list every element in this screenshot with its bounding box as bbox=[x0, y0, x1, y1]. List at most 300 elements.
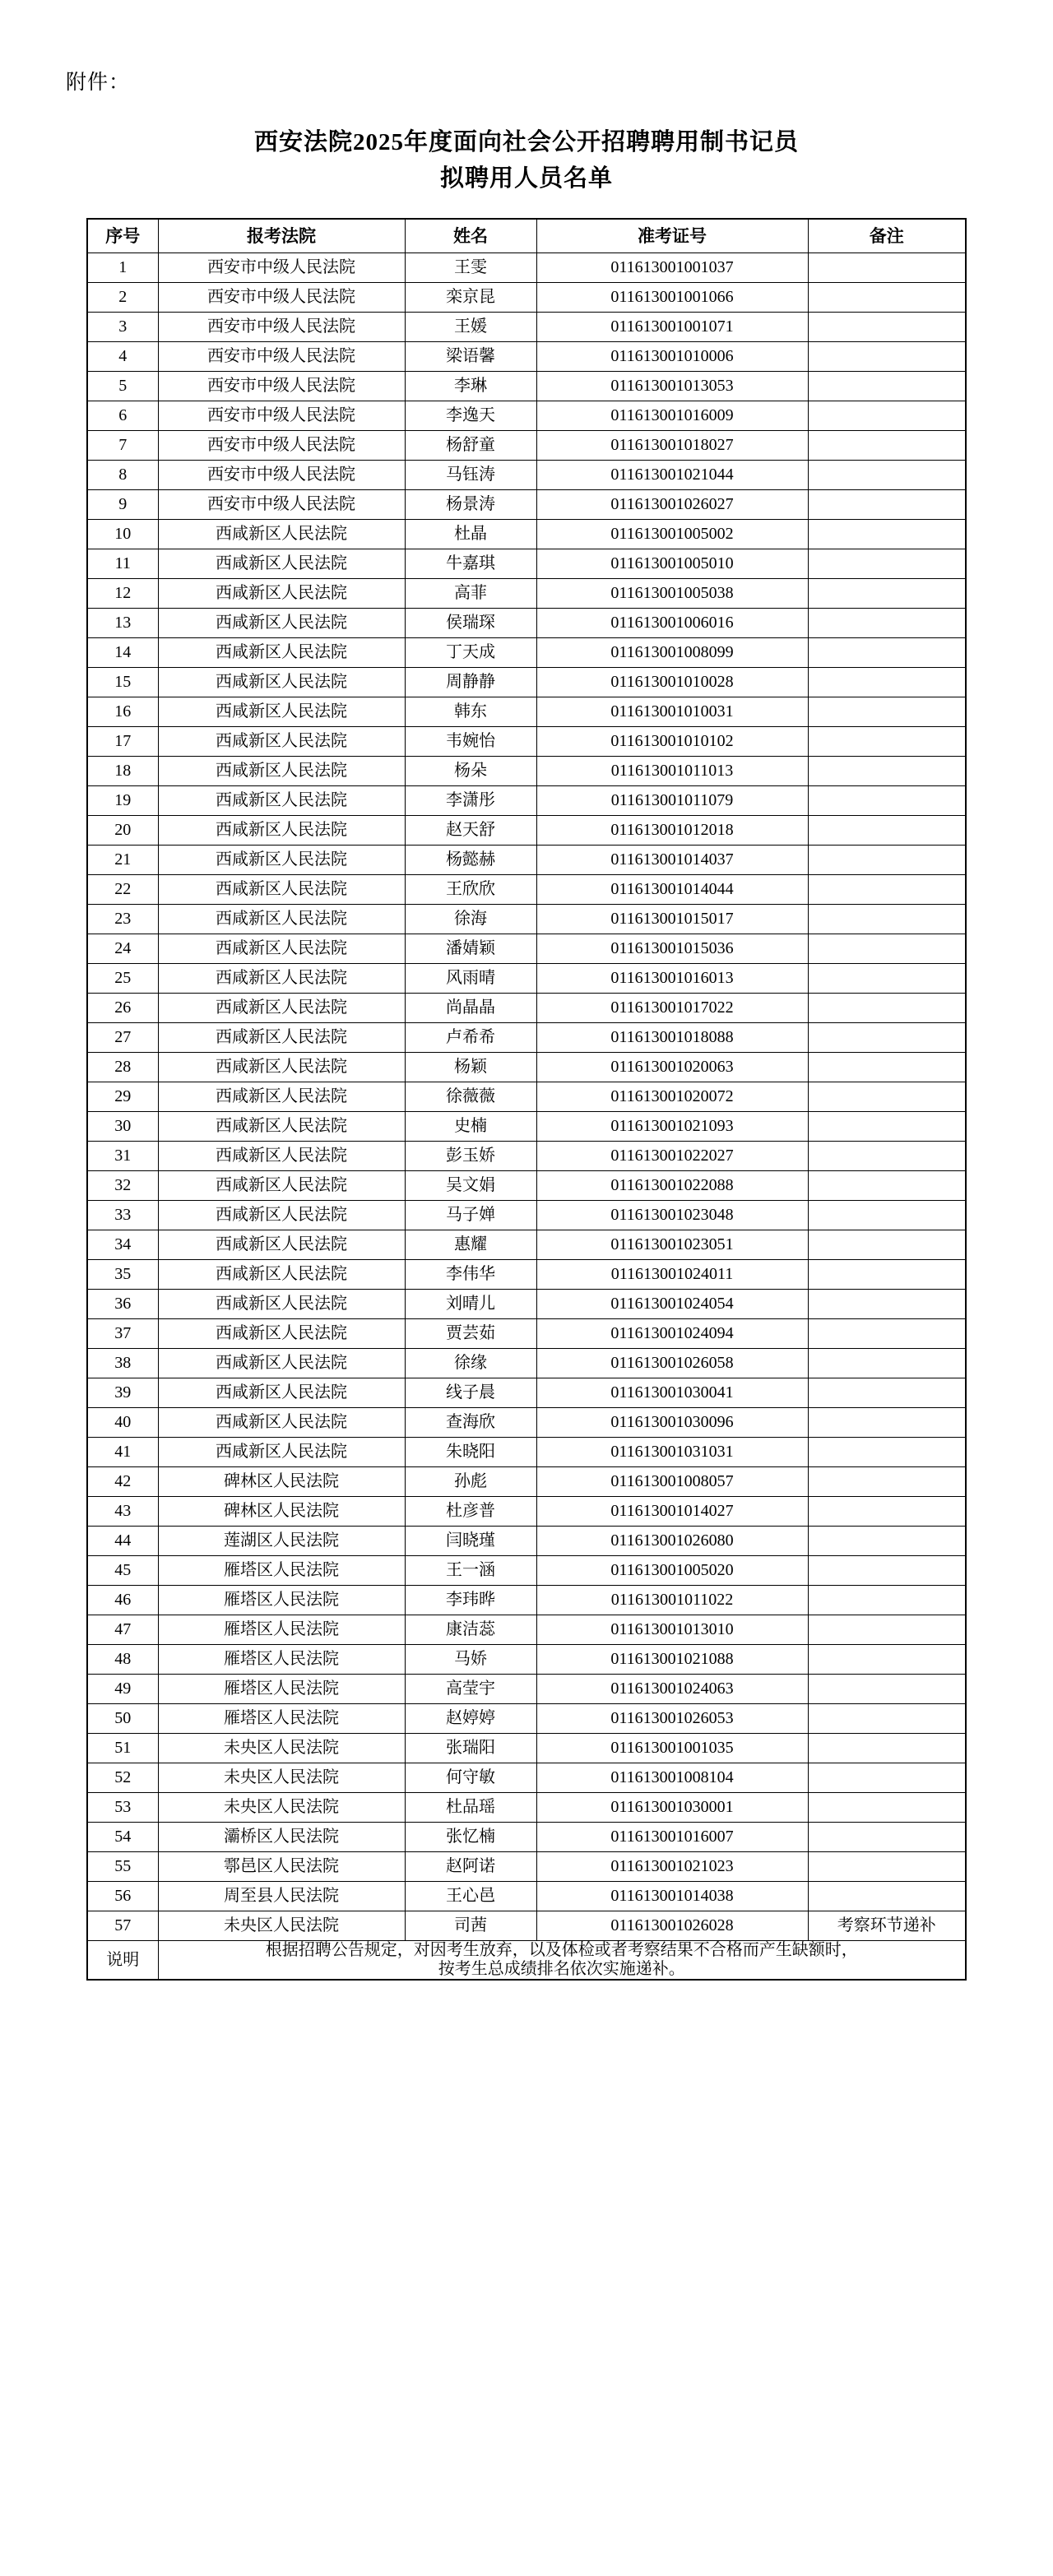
cell-name: 王雯 bbox=[405, 253, 536, 283]
cell-index: 1 bbox=[87, 253, 158, 283]
table-row bbox=[87, 431, 966, 461]
page-title bbox=[58, 125, 995, 197]
table-row bbox=[87, 905, 966, 934]
cell-index: 36 bbox=[87, 1290, 158, 1319]
cell-court: 鄠邑区人民法院 bbox=[158, 1852, 405, 1882]
cell-name: 康洁蕊 bbox=[405, 1615, 536, 1645]
cell-court: 西咸新区人民法院 bbox=[158, 1319, 405, 1349]
table-row bbox=[87, 1438, 966, 1467]
cell-remark bbox=[808, 1675, 966, 1704]
cell-ticket: 011613001026080 bbox=[536, 1527, 808, 1556]
cell-name: 惠耀 bbox=[405, 1230, 536, 1260]
cell-court: 西安市中级人民法院 bbox=[158, 342, 405, 372]
cell-name: 刘晴儿 bbox=[405, 1290, 536, 1319]
cell-court: 碑林区人民法院 bbox=[158, 1467, 405, 1497]
cell-index: 21 bbox=[87, 846, 158, 875]
table-row bbox=[87, 372, 966, 401]
cell-ticket: 011613001011013 bbox=[536, 757, 808, 786]
cell-index: 4 bbox=[87, 342, 158, 372]
cell-remark bbox=[808, 1349, 966, 1378]
table-row bbox=[87, 1290, 966, 1319]
column-header-name: 姓名 bbox=[405, 219, 536, 253]
cell-index: 40 bbox=[87, 1408, 158, 1438]
cell-remark bbox=[808, 1615, 966, 1645]
note-cell bbox=[158, 1941, 966, 1981]
cell-court: 西咸新区人民法院 bbox=[158, 1112, 405, 1142]
cell-remark bbox=[808, 342, 966, 372]
table-row bbox=[87, 1319, 966, 1349]
table-row bbox=[87, 1586, 966, 1615]
cell-name: 李潇彤 bbox=[405, 786, 536, 816]
roster-table bbox=[86, 218, 967, 1981]
cell-ticket: 011613001021044 bbox=[536, 461, 808, 490]
cell-name: 丁天成 bbox=[405, 638, 536, 668]
cell-ticket: 011613001014027 bbox=[536, 1497, 808, 1527]
table-row bbox=[87, 816, 966, 846]
cell-name: 司茜 bbox=[405, 1911, 536, 1941]
cell-remark bbox=[808, 1852, 966, 1882]
cell-remark bbox=[808, 964, 966, 994]
cell-name: 李玮晔 bbox=[405, 1586, 536, 1615]
table-row bbox=[87, 964, 966, 994]
cell-ticket: 011613001021088 bbox=[536, 1645, 808, 1675]
cell-index: 51 bbox=[87, 1734, 158, 1763]
note-row bbox=[87, 1941, 966, 1981]
cell-remark bbox=[808, 757, 966, 786]
cell-name: 尚晶晶 bbox=[405, 994, 536, 1023]
cell-index: 48 bbox=[87, 1645, 158, 1675]
cell-ticket: 011613001018088 bbox=[536, 1023, 808, 1053]
cell-court: 未央区人民法院 bbox=[158, 1763, 405, 1793]
cell-ticket: 011613001020063 bbox=[536, 1053, 808, 1082]
cell-court: 西咸新区人民法院 bbox=[158, 1142, 405, 1171]
cell-name: 徐薇薇 bbox=[405, 1082, 536, 1112]
cell-remark bbox=[808, 1763, 966, 1793]
cell-name: 闫晓瑾 bbox=[405, 1527, 536, 1556]
column-header-court: 报考法院 bbox=[158, 219, 405, 253]
table-row bbox=[87, 549, 966, 579]
cell-ticket: 011613001016007 bbox=[536, 1823, 808, 1852]
cell-index: 10 bbox=[87, 520, 158, 549]
cell-ticket: 011613001031031 bbox=[536, 1438, 808, 1467]
table-row bbox=[87, 283, 966, 313]
cell-ticket: 011613001008104 bbox=[536, 1763, 808, 1793]
cell-ticket: 011613001030041 bbox=[536, 1378, 808, 1408]
table-row bbox=[87, 520, 966, 549]
cell-ticket: 011613001010006 bbox=[536, 342, 808, 372]
cell-court: 雁塔区人民法院 bbox=[158, 1704, 405, 1734]
cell-name: 王一涵 bbox=[405, 1556, 536, 1586]
cell-name: 杨舒童 bbox=[405, 431, 536, 461]
table-row bbox=[87, 342, 966, 372]
table-row bbox=[87, 1053, 966, 1082]
table-row bbox=[87, 579, 966, 609]
cell-remark bbox=[808, 1408, 966, 1438]
cell-ticket: 011613001022088 bbox=[536, 1171, 808, 1201]
cell-ticket: 011613001030001 bbox=[536, 1793, 808, 1823]
cell-court: 灞桥区人民法院 bbox=[158, 1823, 405, 1852]
cell-court: 西安市中级人民法院 bbox=[158, 490, 405, 520]
cell-name: 栾京昆 bbox=[405, 283, 536, 313]
table-row bbox=[87, 1645, 966, 1675]
table-row bbox=[87, 1023, 966, 1053]
cell-court: 西咸新区人民法院 bbox=[158, 786, 405, 816]
cell-index: 38 bbox=[87, 1349, 158, 1378]
cell-name: 杨懿赫 bbox=[405, 846, 536, 875]
cell-court: 西咸新区人民法院 bbox=[158, 1171, 405, 1201]
cell-ticket: 011613001006016 bbox=[536, 609, 808, 638]
cell-remark bbox=[808, 1467, 966, 1497]
table-row bbox=[87, 875, 966, 905]
cell-remark bbox=[808, 1142, 966, 1171]
table-row bbox=[87, 638, 966, 668]
cell-index: 41 bbox=[87, 1438, 158, 1467]
table-row bbox=[87, 757, 966, 786]
cell-remark bbox=[808, 1201, 966, 1230]
cell-index: 7 bbox=[87, 431, 158, 461]
cell-ticket: 011613001024054 bbox=[536, 1290, 808, 1319]
cell-name: 李琳 bbox=[405, 372, 536, 401]
cell-court: 未央区人民法院 bbox=[158, 1734, 405, 1763]
cell-remark bbox=[808, 283, 966, 313]
cell-index: 37 bbox=[87, 1319, 158, 1349]
cell-remark bbox=[808, 727, 966, 757]
cell-court: 西安市中级人民法院 bbox=[158, 283, 405, 313]
cell-court: 西咸新区人民法院 bbox=[158, 816, 405, 846]
cell-remark bbox=[808, 1082, 966, 1112]
cell-remark bbox=[808, 1053, 966, 1082]
page-title-line2: 拟聘用人员名单 bbox=[439, 164, 613, 192]
cell-index: 53 bbox=[87, 1793, 158, 1823]
cell-index: 35 bbox=[87, 1260, 158, 1290]
cell-ticket: 011613001011079 bbox=[536, 786, 808, 816]
cell-remark bbox=[808, 1023, 966, 1053]
cell-remark bbox=[808, 549, 966, 579]
cell-court: 西咸新区人民法院 bbox=[158, 1023, 405, 1053]
cell-index: 14 bbox=[87, 638, 158, 668]
table-row bbox=[87, 1467, 966, 1497]
table-row bbox=[87, 1675, 966, 1704]
cell-remark bbox=[808, 520, 966, 549]
cell-index: 54 bbox=[87, 1823, 158, 1852]
cell-index: 52 bbox=[87, 1763, 158, 1793]
cell-index: 31 bbox=[87, 1142, 158, 1171]
cell-ticket: 011613001021023 bbox=[536, 1852, 808, 1882]
cell-ticket: 011613001001071 bbox=[536, 313, 808, 342]
cell-name: 杨景涛 bbox=[405, 490, 536, 520]
cell-ticket: 011613001014038 bbox=[536, 1882, 808, 1911]
column-header-ticket: 准考证号 bbox=[536, 219, 808, 253]
cell-name: 贾芸茹 bbox=[405, 1319, 536, 1349]
cell-index: 9 bbox=[87, 490, 158, 520]
cell-ticket: 011613001023048 bbox=[536, 1201, 808, 1230]
cell-court: 西安市中级人民法院 bbox=[158, 372, 405, 401]
cell-ticket: 011613001016009 bbox=[536, 401, 808, 431]
cell-ticket: 011613001013053 bbox=[536, 372, 808, 401]
cell-name: 杜彦普 bbox=[405, 1497, 536, 1527]
cell-remark bbox=[808, 934, 966, 964]
table-row bbox=[87, 1112, 966, 1142]
cell-name: 赵婷婷 bbox=[405, 1704, 536, 1734]
table-row bbox=[87, 1349, 966, 1378]
table-row bbox=[87, 490, 966, 520]
cell-court: 莲湖区人民法院 bbox=[158, 1527, 405, 1556]
cell-index: 11 bbox=[87, 549, 158, 579]
table-header-row bbox=[87, 219, 966, 253]
cell-remark bbox=[808, 1586, 966, 1615]
cell-index: 6 bbox=[87, 401, 158, 431]
cell-index: 45 bbox=[87, 1556, 158, 1586]
cell-index: 46 bbox=[87, 1586, 158, 1615]
cell-remark bbox=[808, 1645, 966, 1675]
table-row bbox=[87, 1763, 966, 1793]
cell-index: 49 bbox=[87, 1675, 158, 1704]
cell-name: 杜晶 bbox=[405, 520, 536, 549]
table-row bbox=[87, 1734, 966, 1763]
cell-remark bbox=[808, 816, 966, 846]
cell-index: 24 bbox=[87, 934, 158, 964]
cell-remark bbox=[808, 401, 966, 431]
cell-remark bbox=[808, 1734, 966, 1763]
table-row bbox=[87, 786, 966, 816]
cell-name: 韦婉怡 bbox=[405, 727, 536, 757]
cell-ticket: 011613001001066 bbox=[536, 283, 808, 313]
cell-remark bbox=[808, 1704, 966, 1734]
cell-ticket: 011613001016013 bbox=[536, 964, 808, 994]
cell-court: 西咸新区人民法院 bbox=[158, 905, 405, 934]
cell-court: 西安市中级人民法院 bbox=[158, 431, 405, 461]
cell-index: 15 bbox=[87, 668, 158, 697]
cell-remark bbox=[808, 1378, 966, 1408]
cell-court: 西咸新区人民法院 bbox=[158, 520, 405, 549]
cell-court: 未央区人民法院 bbox=[158, 1793, 405, 1823]
cell-ticket: 011613001008099 bbox=[536, 638, 808, 668]
cell-court: 西咸新区人民法院 bbox=[158, 994, 405, 1023]
cell-ticket: 011613001024094 bbox=[536, 1319, 808, 1349]
cell-name: 杨颖 bbox=[405, 1053, 536, 1082]
cell-index: 56 bbox=[87, 1882, 158, 1911]
cell-remark bbox=[808, 1882, 966, 1911]
cell-court: 西咸新区人民法院 bbox=[158, 668, 405, 697]
cell-court: 西咸新区人民法院 bbox=[158, 1349, 405, 1378]
cell-remark bbox=[808, 1112, 966, 1142]
cell-remark bbox=[808, 1290, 966, 1319]
note-text-line2: 按考生总成绩排名依次实施递补。 bbox=[438, 1960, 685, 1978]
cell-court: 雁塔区人民法院 bbox=[158, 1556, 405, 1586]
cell-name: 马子婵 bbox=[405, 1201, 536, 1230]
cell-index: 30 bbox=[87, 1112, 158, 1142]
table-row bbox=[87, 1911, 966, 1941]
cell-remark bbox=[808, 846, 966, 875]
cell-ticket: 011613001013010 bbox=[536, 1615, 808, 1645]
cell-index: 22 bbox=[87, 875, 158, 905]
table-row bbox=[87, 1082, 966, 1112]
table-row bbox=[87, 994, 966, 1023]
cell-ticket: 011613001008057 bbox=[536, 1467, 808, 1497]
cell-ticket: 011613001026028 bbox=[536, 1911, 808, 1941]
cell-court: 西咸新区人民法院 bbox=[158, 1053, 405, 1082]
cell-court: 西安市中级人民法院 bbox=[158, 313, 405, 342]
table-row bbox=[87, 846, 966, 875]
cell-name: 吴文娟 bbox=[405, 1171, 536, 1201]
cell-court: 西安市中级人民法院 bbox=[158, 401, 405, 431]
cell-index: 28 bbox=[87, 1053, 158, 1082]
cell-remark bbox=[808, 1230, 966, 1260]
cell-ticket: 011613001001037 bbox=[536, 253, 808, 283]
cell-name: 彭玉娇 bbox=[405, 1142, 536, 1171]
cell-index: 18 bbox=[87, 757, 158, 786]
cell-index: 32 bbox=[87, 1171, 158, 1201]
note-text bbox=[160, 1941, 964, 1979]
cell-index: 19 bbox=[87, 786, 158, 816]
cell-remark bbox=[808, 1319, 966, 1349]
cell-remark bbox=[808, 461, 966, 490]
cell-name: 潘婧颖 bbox=[405, 934, 536, 964]
cell-remark bbox=[808, 490, 966, 520]
cell-remark bbox=[808, 253, 966, 283]
cell-remark bbox=[808, 697, 966, 727]
cell-name: 王心邑 bbox=[405, 1882, 536, 1911]
cell-court: 雁塔区人民法院 bbox=[158, 1586, 405, 1615]
cell-name: 高莹宇 bbox=[405, 1675, 536, 1704]
column-header-remark: 备注 bbox=[808, 219, 966, 253]
table-row bbox=[87, 1823, 966, 1852]
table-row bbox=[87, 609, 966, 638]
table-footer bbox=[87, 1941, 966, 1981]
cell-name: 卢希希 bbox=[405, 1023, 536, 1053]
cell-name: 杨朵 bbox=[405, 757, 536, 786]
cell-ticket: 011613001015017 bbox=[536, 905, 808, 934]
cell-court: 西咸新区人民法院 bbox=[158, 757, 405, 786]
cell-remark bbox=[808, 313, 966, 342]
cell-ticket: 011613001026058 bbox=[536, 1349, 808, 1378]
cell-index: 42 bbox=[87, 1467, 158, 1497]
cell-ticket: 011613001010031 bbox=[536, 697, 808, 727]
cell-ticket: 011613001015036 bbox=[536, 934, 808, 964]
cell-ticket: 011613001001035 bbox=[536, 1734, 808, 1763]
cell-court: 西咸新区人民法院 bbox=[158, 1438, 405, 1467]
cell-remark bbox=[808, 1438, 966, 1467]
cell-index: 33 bbox=[87, 1201, 158, 1230]
table-row bbox=[87, 1260, 966, 1290]
cell-court: 雁塔区人民法院 bbox=[158, 1645, 405, 1675]
cell-ticket: 011613001020072 bbox=[536, 1082, 808, 1112]
cell-court: 西咸新区人民法院 bbox=[158, 934, 405, 964]
cell-court: 西咸新区人民法院 bbox=[158, 609, 405, 638]
cell-name: 史楠 bbox=[405, 1112, 536, 1142]
cell-name: 李逸天 bbox=[405, 401, 536, 431]
cell-remark bbox=[808, 579, 966, 609]
cell-ticket: 011613001030096 bbox=[536, 1408, 808, 1438]
cell-court: 西咸新区人民法院 bbox=[158, 1378, 405, 1408]
cell-index: 17 bbox=[87, 727, 158, 757]
cell-ticket: 011613001014037 bbox=[536, 846, 808, 875]
cell-index: 16 bbox=[87, 697, 158, 727]
cell-remark bbox=[808, 1793, 966, 1823]
table-row bbox=[87, 1408, 966, 1438]
cell-index: 29 bbox=[87, 1082, 158, 1112]
table-row bbox=[87, 727, 966, 757]
cell-ticket: 011613001005002 bbox=[536, 520, 808, 549]
cell-index: 20 bbox=[87, 816, 158, 846]
cell-court: 周至县人民法院 bbox=[158, 1882, 405, 1911]
cell-court: 西咸新区人民法院 bbox=[158, 727, 405, 757]
cell-remark bbox=[808, 905, 966, 934]
cell-court: 西安市中级人民法院 bbox=[158, 461, 405, 490]
cell-name: 杜品瑶 bbox=[405, 1793, 536, 1823]
cell-index: 47 bbox=[87, 1615, 158, 1645]
cell-name: 徐缘 bbox=[405, 1349, 536, 1378]
cell-name: 周静静 bbox=[405, 668, 536, 697]
table-row bbox=[87, 1704, 966, 1734]
cell-court: 西安市中级人民法院 bbox=[158, 253, 405, 283]
table-row bbox=[87, 313, 966, 342]
table-row bbox=[87, 1527, 966, 1556]
table-row bbox=[87, 1378, 966, 1408]
cell-index: 50 bbox=[87, 1704, 158, 1734]
table-row bbox=[87, 697, 966, 727]
cell-name: 王媛 bbox=[405, 313, 536, 342]
cell-remark bbox=[808, 1171, 966, 1201]
cell-remark bbox=[808, 1823, 966, 1852]
attachment-label: 附件： bbox=[66, 72, 131, 94]
cell-court: 雁塔区人民法院 bbox=[158, 1615, 405, 1645]
cell-remark bbox=[808, 1527, 966, 1556]
cell-index: 12 bbox=[87, 579, 158, 609]
cell-remark bbox=[808, 372, 966, 401]
cell-index: 25 bbox=[87, 964, 158, 994]
cell-ticket: 011613001014044 bbox=[536, 875, 808, 905]
page-title-line1: 西安法院2025年度面向社会公开招聘聘用制书记员 bbox=[253, 129, 799, 155]
cell-name: 张瑞阳 bbox=[405, 1734, 536, 1763]
note-text-line1: 根据招聘公告规定，对因考生放弃，以及体检或者考察结果不合格而产生缺额时， bbox=[265, 1941, 858, 1959]
cell-index: 26 bbox=[87, 994, 158, 1023]
cell-ticket: 011613001010102 bbox=[536, 727, 808, 757]
cell-ticket: 011613001010028 bbox=[536, 668, 808, 697]
table-row bbox=[87, 668, 966, 697]
cell-name: 线子晨 bbox=[405, 1378, 536, 1408]
cell-name: 赵天舒 bbox=[405, 816, 536, 846]
note-label: 说明 bbox=[87, 1941, 158, 1981]
cell-remark bbox=[808, 786, 966, 816]
cell-name: 张忆楠 bbox=[405, 1823, 536, 1852]
cell-ticket: 011613001021093 bbox=[536, 1112, 808, 1142]
cell-name: 查海欣 bbox=[405, 1408, 536, 1438]
cell-index: 39 bbox=[87, 1378, 158, 1408]
table-row bbox=[87, 1793, 966, 1823]
cell-court: 西咸新区人民法院 bbox=[158, 1230, 405, 1260]
cell-court: 西咸新区人民法院 bbox=[158, 1290, 405, 1319]
cell-name: 侯瑞琛 bbox=[405, 609, 536, 638]
cell-ticket: 011613001026027 bbox=[536, 490, 808, 520]
cell-remark bbox=[808, 668, 966, 697]
cell-court: 碑林区人民法院 bbox=[158, 1497, 405, 1527]
cell-ticket: 011613001026053 bbox=[536, 1704, 808, 1734]
cell-court: 西咸新区人民法院 bbox=[158, 1082, 405, 1112]
cell-ticket: 011613001005010 bbox=[536, 549, 808, 579]
cell-remark bbox=[808, 1260, 966, 1290]
cell-ticket: 011613001022027 bbox=[536, 1142, 808, 1171]
cell-name: 朱晓阳 bbox=[405, 1438, 536, 1467]
cell-ticket: 011613001023051 bbox=[536, 1230, 808, 1260]
cell-name: 李伟华 bbox=[405, 1260, 536, 1290]
cell-index: 3 bbox=[87, 313, 158, 342]
cell-ticket: 011613001024011 bbox=[536, 1260, 808, 1290]
table-row bbox=[87, 1171, 966, 1201]
cell-name: 梁语馨 bbox=[405, 342, 536, 372]
table-row bbox=[87, 1497, 966, 1527]
cell-index: 55 bbox=[87, 1852, 158, 1882]
